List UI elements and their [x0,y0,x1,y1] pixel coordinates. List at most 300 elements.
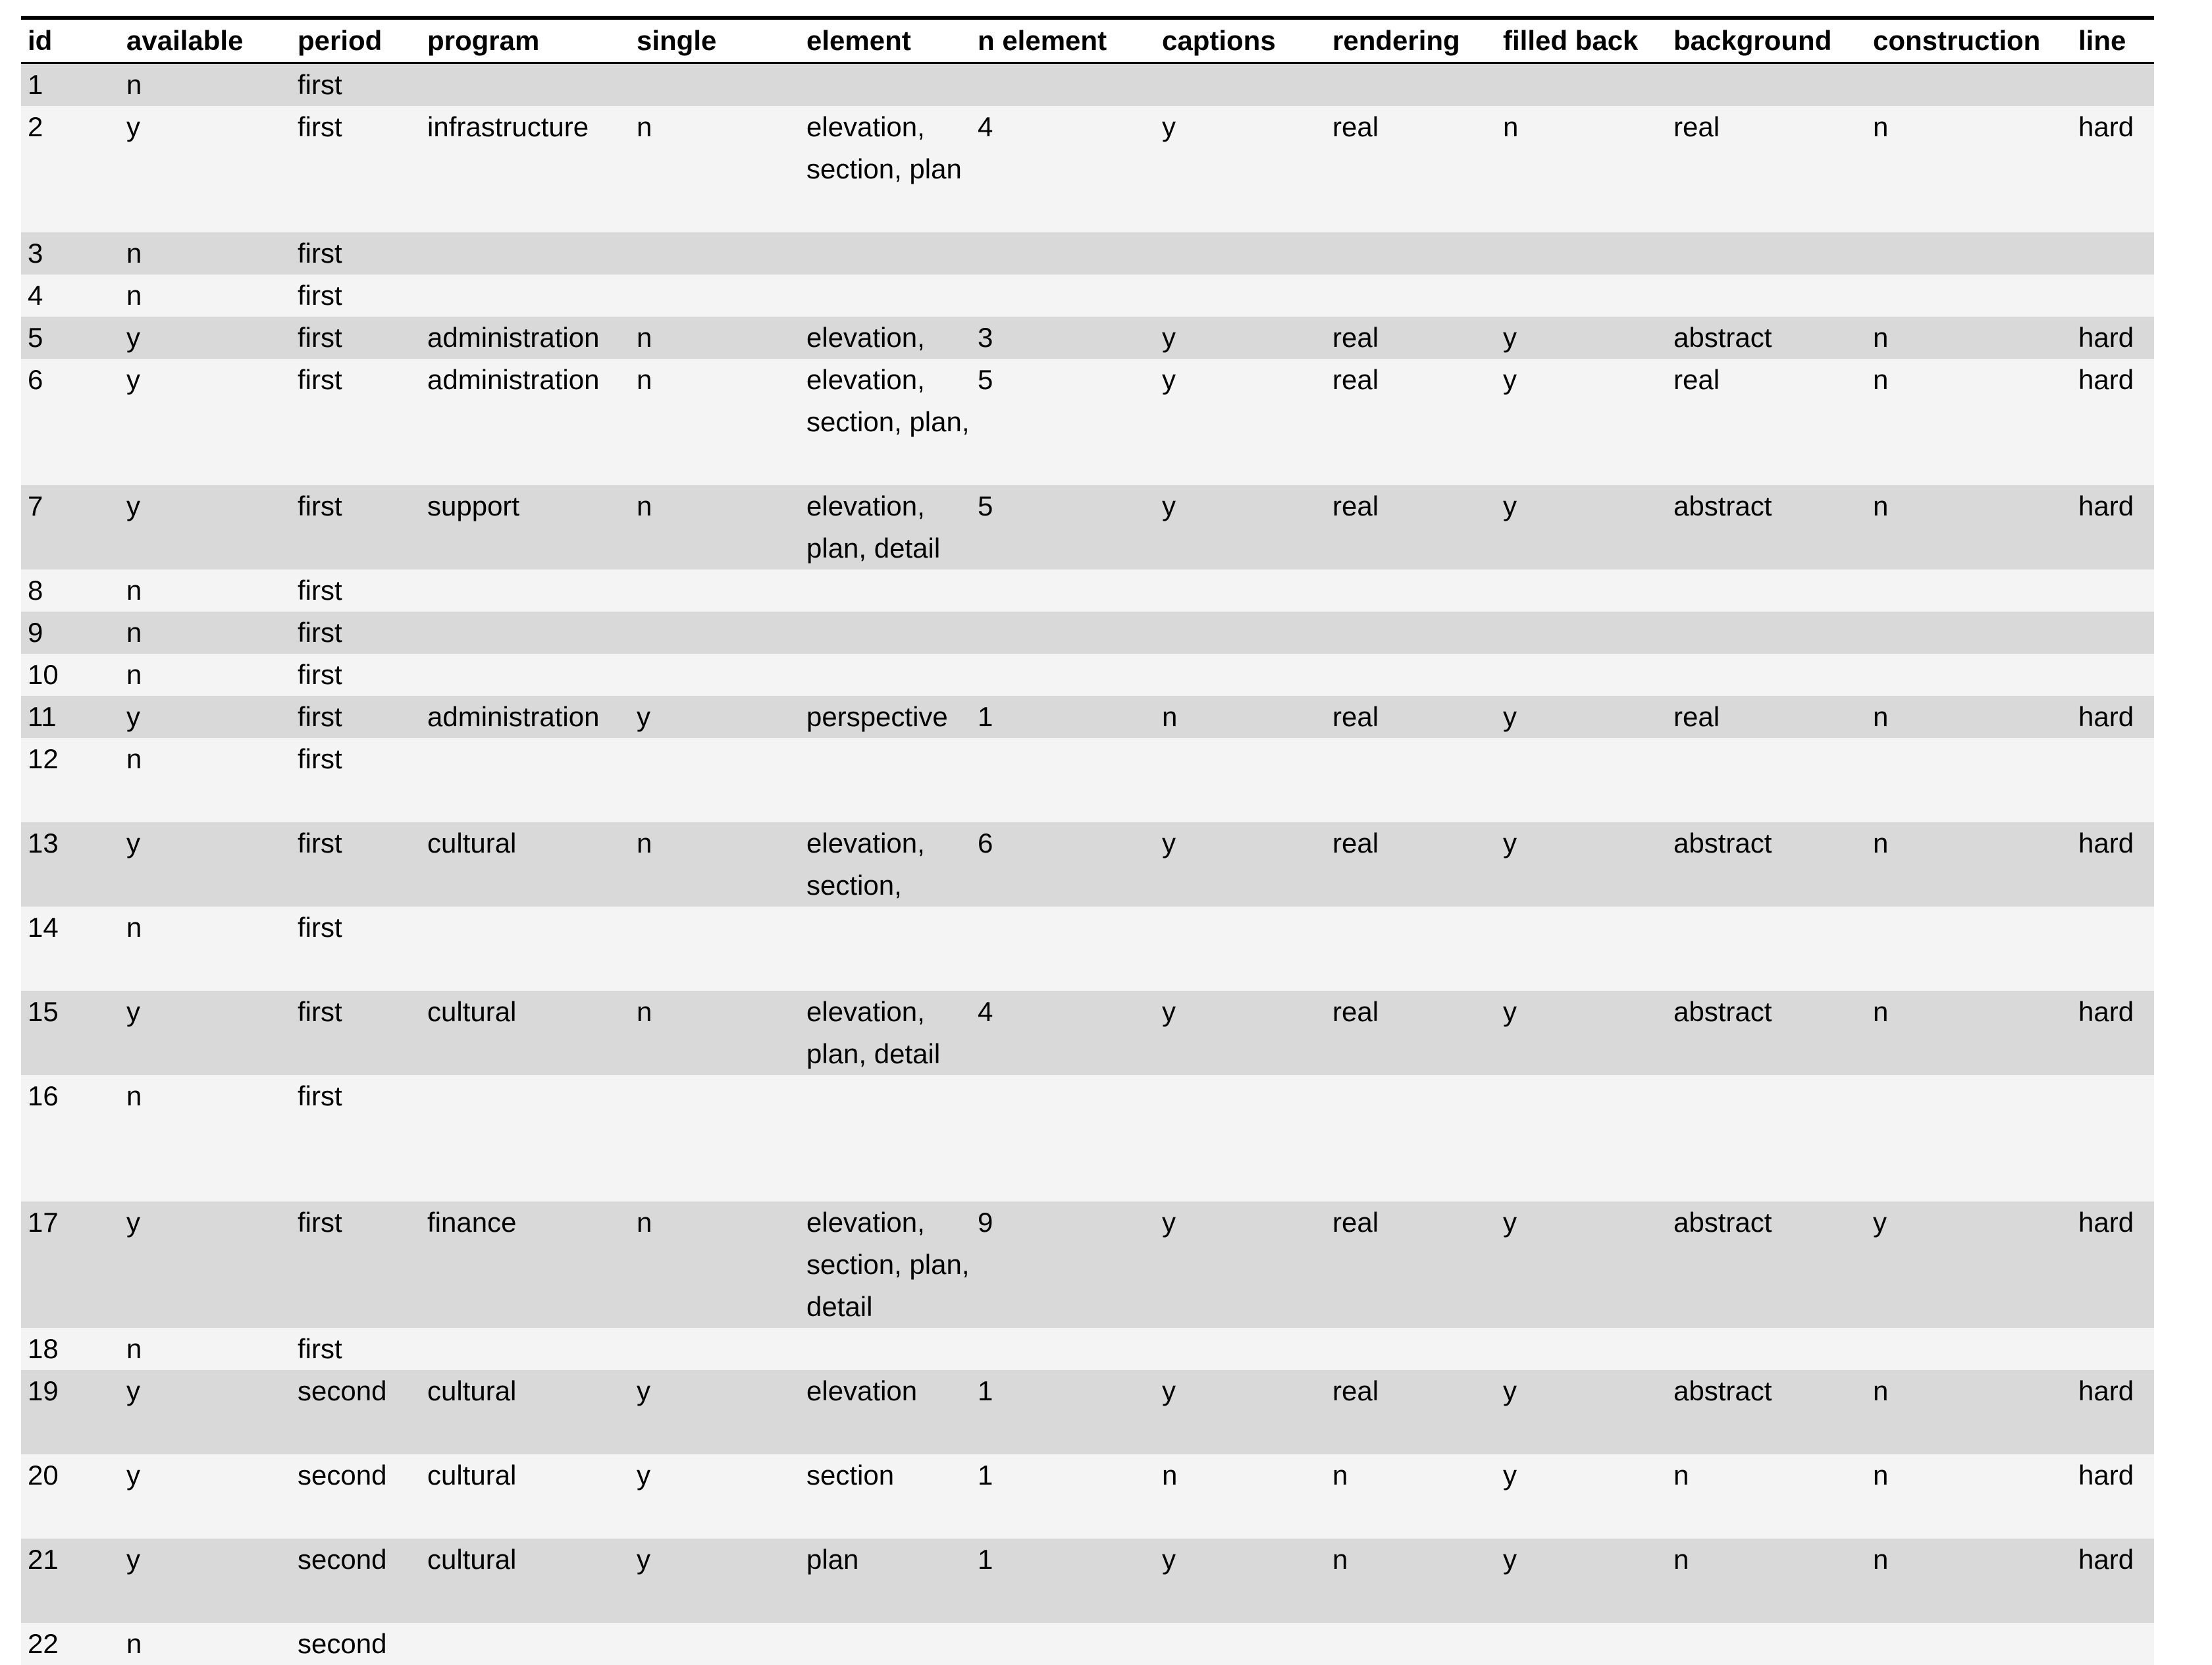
table-row [21,1075,2154,1202]
cell-background: n [1667,1454,1866,1539]
cell-filled-back: y [1496,485,1667,569]
cell-rendering: n [1326,1539,1496,1623]
cell-period: first [291,907,421,991]
table-row [21,63,2154,107]
cell-rendering [1326,1328,1496,1370]
cell-element [800,612,971,654]
cell-available: y [120,106,291,232]
cell-line [2072,1075,2154,1202]
cell-program: infrastructure [421,106,630,232]
cell-background: real [1667,696,1866,738]
cell-captions [1155,612,1326,654]
cell-program: cultural [421,1539,630,1623]
cell-element [800,275,971,317]
cell-rendering [1326,569,1496,612]
cell-n-element: 4 [971,106,1155,232]
cell-filled-back [1496,612,1667,654]
cell-rendering: real [1326,822,1496,907]
cell-available: n [120,1623,291,1665]
cell-program [421,907,630,991]
cell-captions [1155,232,1326,275]
table-row [21,359,2154,485]
cell-background [1667,907,1866,991]
table-row [21,317,2154,359]
cell-background: abstract [1667,822,1866,907]
cell-construction [1866,907,2072,991]
cell-background: abstract [1667,991,1866,1075]
cell-single [630,275,800,317]
cell-available: n [120,612,291,654]
cell-background [1667,738,1866,822]
cell-n-element [971,1328,1155,1370]
cell-construction [1866,569,2072,612]
cell-line: hard [2072,1202,2154,1328]
cell-rendering: n [1326,1454,1496,1539]
column-header-line: line [2072,18,2154,63]
cell-captions [1155,907,1326,991]
column-header-program: program [421,18,630,63]
cell-period: first [291,106,421,232]
cell-rendering: real [1326,991,1496,1075]
cell-construction: n [1866,485,2072,569]
cell-background: n [1667,1539,1866,1623]
cell-available: y [120,359,291,485]
cell-line [2072,738,2154,822]
cell-program: administration [421,696,630,738]
cell-single [630,569,800,612]
cell-period: second [291,1370,421,1454]
cell-available: n [120,232,291,275]
cell-line [2072,1623,2154,1665]
cell-filled-back: y [1496,822,1667,907]
cell-filled-back: y [1496,1454,1667,1539]
cell-element: elevation, section, plan, [800,359,971,485]
cell-construction [1866,654,2072,696]
cell-single [630,654,800,696]
cell-program: finance [421,1202,630,1328]
cell-period: first [291,317,421,359]
cell-n-element: 9 [971,1202,1155,1328]
cell-available: y [120,822,291,907]
cell-n-element: 1 [971,1454,1155,1539]
cell-single: y [630,1454,800,1539]
cell-rendering: real [1326,485,1496,569]
cell-element [800,738,971,822]
cell-program [421,1075,630,1202]
cell-program [421,232,630,275]
cell-available: n [120,738,291,822]
cell-captions: n [1155,696,1326,738]
cell-captions [1155,654,1326,696]
cell-filled-back [1496,1623,1667,1665]
cell-background: real [1667,359,1866,485]
cell-construction [1866,1623,2072,1665]
cell-period: first [291,485,421,569]
cell-single: y [630,1539,800,1623]
cell-line [2072,275,2154,317]
cell-construction [1866,738,2072,822]
header-row [21,18,2154,63]
cell-program [421,1328,630,1370]
column-header-element: element [800,18,971,63]
cell-id: 1 [21,63,120,107]
cell-period: second [291,1623,421,1665]
cell-single [630,612,800,654]
cell-period: first [291,991,421,1075]
cell-filled-back [1496,275,1667,317]
cell-single: n [630,822,800,907]
cell-filled-back: y [1496,1539,1667,1623]
column-header-single: single [630,18,800,63]
cell-captions: y [1155,317,1326,359]
cell-single: y [630,1370,800,1454]
cell-program: cultural [421,991,630,1075]
table-row [21,1454,2154,1539]
cell-element [800,1075,971,1202]
cell-background: abstract [1667,1202,1866,1328]
cell-construction [1866,612,2072,654]
cell-id: 20 [21,1454,120,1539]
cell-period: first [291,232,421,275]
cell-period: first [291,63,421,107]
cell-construction: n [1866,317,2072,359]
cell-rendering [1326,738,1496,822]
cell-element: elevation, plan, detail [800,991,971,1075]
table-row [21,612,2154,654]
cell-available: y [120,1539,291,1623]
cell-id: 5 [21,317,120,359]
cell-single [630,1623,800,1665]
cell-captions [1155,569,1326,612]
cell-available: y [120,991,291,1075]
cell-captions [1155,738,1326,822]
cell-period: first [291,696,421,738]
cell-n-element: 3 [971,317,1155,359]
cell-filled-back: y [1496,991,1667,1075]
cell-rendering: real [1326,359,1496,485]
cell-captions: y [1155,485,1326,569]
cell-program [421,63,630,107]
cell-period: first [291,612,421,654]
cell-line [2072,569,2154,612]
table-row [21,822,2154,907]
table-row [21,654,2154,696]
cell-n-element: 1 [971,1370,1155,1454]
cell-n-element [971,63,1155,107]
cell-element [800,232,971,275]
cell-program: administration [421,317,630,359]
cell-program [421,654,630,696]
cell-period: first [291,1202,421,1328]
cell-line: hard [2072,822,2154,907]
cell-filled-back: y [1496,317,1667,359]
cell-n-element: 4 [971,991,1155,1075]
cell-available: n [120,63,291,107]
table-row [21,569,2154,612]
cell-available: y [120,1370,291,1454]
cell-element [800,654,971,696]
cell-single: n [630,1202,800,1328]
cell-construction [1866,63,2072,107]
column-header-background: background [1667,18,1866,63]
cell-construction [1866,1328,2072,1370]
cell-filled-back: y [1496,696,1667,738]
cell-construction: n [1866,696,2072,738]
cell-element [800,569,971,612]
cell-background: abstract [1667,1370,1866,1454]
cell-id: 19 [21,1370,120,1454]
cell-single: y [630,696,800,738]
cell-id: 8 [21,569,120,612]
cell-available: y [120,1202,291,1328]
table-row [21,106,2154,232]
cell-line: hard [2072,1539,2154,1623]
cell-single [630,1328,800,1370]
table-row [21,1370,2154,1454]
cell-rendering [1326,1075,1496,1202]
cell-period: first [291,359,421,485]
cell-background: abstract [1667,485,1866,569]
table-body [21,63,2154,1665]
cell-line: hard [2072,485,2154,569]
table-header [21,18,2154,63]
cell-rendering: real [1326,317,1496,359]
cell-rendering [1326,612,1496,654]
cell-line [2072,1328,2154,1370]
cell-available: n [120,654,291,696]
cell-id: 15 [21,991,120,1075]
cell-available: n [120,907,291,991]
table-row [21,907,2154,991]
cell-captions: y [1155,991,1326,1075]
cell-construction: n [1866,1539,2072,1623]
cell-id: 7 [21,485,120,569]
cell-program [421,738,630,822]
cell-background [1667,569,1866,612]
cell-filled-back [1496,569,1667,612]
cell-period: first [291,1075,421,1202]
cell-n-element [971,275,1155,317]
cell-line [2072,63,2154,107]
cell-captions: y [1155,1539,1326,1623]
cell-available: n [120,569,291,612]
cell-rendering [1326,1623,1496,1665]
cell-program: cultural [421,1370,630,1454]
cell-element: section [800,1454,971,1539]
cell-single: n [630,317,800,359]
cell-id: 6 [21,359,120,485]
column-header-captions: captions [1155,18,1326,63]
cell-construction: n [1866,1454,2072,1539]
cell-id: 3 [21,232,120,275]
cell-captions [1155,1075,1326,1202]
table-row [21,1202,2154,1328]
cell-element: elevation, section, plan [800,106,971,232]
cell-line: hard [2072,359,2154,485]
cell-captions: n [1155,1454,1326,1539]
cell-construction: y [1866,1202,2072,1328]
cell-background [1667,275,1866,317]
cell-line: hard [2072,1370,2154,1454]
cell-program: support [421,485,630,569]
table-row [21,696,2154,738]
cell-element: elevation, plan, detail [800,485,971,569]
column-header-rendering: rendering [1326,18,1496,63]
cell-filled-back: y [1496,1370,1667,1454]
cell-construction [1866,275,2072,317]
data-table [21,16,2154,1665]
cell-element: elevation, section, [800,822,971,907]
cell-rendering [1326,907,1496,991]
cell-background [1667,63,1866,107]
cell-background [1667,1328,1866,1370]
cell-element: elevation [800,1370,971,1454]
table-row [21,275,2154,317]
cell-background [1667,232,1866,275]
cell-n-element: 5 [971,359,1155,485]
cell-element [800,63,971,107]
cell-line: hard [2072,1454,2154,1539]
cell-line [2072,232,2154,275]
table-row [21,1539,2154,1623]
cell-filled-back [1496,1328,1667,1370]
cell-filled-back [1496,63,1667,107]
cell-period: first [291,1328,421,1370]
cell-captions: y [1155,106,1326,232]
cell-element [800,1328,971,1370]
cell-captions: y [1155,1202,1326,1328]
cell-program [421,612,630,654]
cell-single: n [630,106,800,232]
cell-period: first [291,738,421,822]
cell-id: 4 [21,275,120,317]
cell-period: second [291,1454,421,1539]
cell-id: 13 [21,822,120,907]
cell-id: 14 [21,907,120,991]
cell-element [800,907,971,991]
cell-single: n [630,991,800,1075]
cell-background [1667,612,1866,654]
cell-period: first [291,275,421,317]
column-header-id: id [21,18,120,63]
cell-n-element: 1 [971,696,1155,738]
cell-program [421,569,630,612]
cell-captions: y [1155,359,1326,485]
cell-construction: n [1866,1370,2072,1454]
cell-id: 18 [21,1328,120,1370]
cell-background: abstract [1667,317,1866,359]
cell-available: n [120,1075,291,1202]
cell-n-element: 5 [971,485,1155,569]
cell-n-element [971,569,1155,612]
cell-id: 9 [21,612,120,654]
cell-rendering: real [1326,1370,1496,1454]
cell-rendering [1326,275,1496,317]
cell-construction: n [1866,991,2072,1075]
cell-period: first [291,654,421,696]
cell-period: second [291,1539,421,1623]
cell-id: 11 [21,696,120,738]
cell-background [1667,654,1866,696]
table-row [21,1623,2154,1665]
cell-element: elevation, [800,317,971,359]
cell-single: n [630,485,800,569]
cell-line [2072,907,2154,991]
cell-program [421,1623,630,1665]
cell-captions [1155,1623,1326,1665]
cell-rendering: real [1326,106,1496,232]
cell-program: cultural [421,822,630,907]
cell-construction [1866,1075,2072,1202]
cell-single [630,738,800,822]
data-table-container [21,16,2154,1665]
cell-id: 21 [21,1539,120,1623]
cell-single [630,63,800,107]
cell-construction: n [1866,359,2072,485]
cell-n-element: 1 [971,1539,1155,1623]
cell-n-element [971,232,1155,275]
cell-filled-back [1496,654,1667,696]
cell-n-element [971,907,1155,991]
cell-id: 17 [21,1202,120,1328]
cell-n-element [971,738,1155,822]
cell-id: 2 [21,106,120,232]
cell-available: n [120,1328,291,1370]
cell-single [630,1075,800,1202]
cell-line: hard [2072,696,2154,738]
column-header-n-element: n element [971,18,1155,63]
cell-line: hard [2072,991,2154,1075]
table-row [21,991,2154,1075]
cell-background [1667,1075,1866,1202]
cell-captions: y [1155,1370,1326,1454]
cell-n-element [971,612,1155,654]
cell-id: 16 [21,1075,120,1202]
cell-period: first [291,569,421,612]
table-row [21,738,2154,822]
cell-construction: n [1866,822,2072,907]
cell-available: y [120,696,291,738]
column-header-construction: construction [1866,18,2072,63]
cell-single [630,232,800,275]
cell-n-element [971,654,1155,696]
cell-line: hard [2072,106,2154,232]
cell-construction [1866,232,2072,275]
cell-rendering: real [1326,1202,1496,1328]
cell-filled-back: n [1496,106,1667,232]
cell-rendering: real [1326,696,1496,738]
cell-available: y [120,485,291,569]
cell-program: administration [421,359,630,485]
cell-program: cultural [421,1454,630,1539]
cell-line: hard [2072,317,2154,359]
column-header-period: period [291,18,421,63]
cell-captions [1155,63,1326,107]
cell-available: y [120,1454,291,1539]
cell-element [800,1623,971,1665]
cell-available: y [120,317,291,359]
cell-n-element [971,1623,1155,1665]
cell-rendering [1326,654,1496,696]
table-row [21,232,2154,275]
cell-element: plan [800,1539,971,1623]
cell-construction: n [1866,106,2072,232]
cell-filled-back: y [1496,359,1667,485]
cell-captions [1155,275,1326,317]
cell-filled-back [1496,232,1667,275]
cell-element: perspective [800,696,971,738]
cell-background [1667,1623,1866,1665]
